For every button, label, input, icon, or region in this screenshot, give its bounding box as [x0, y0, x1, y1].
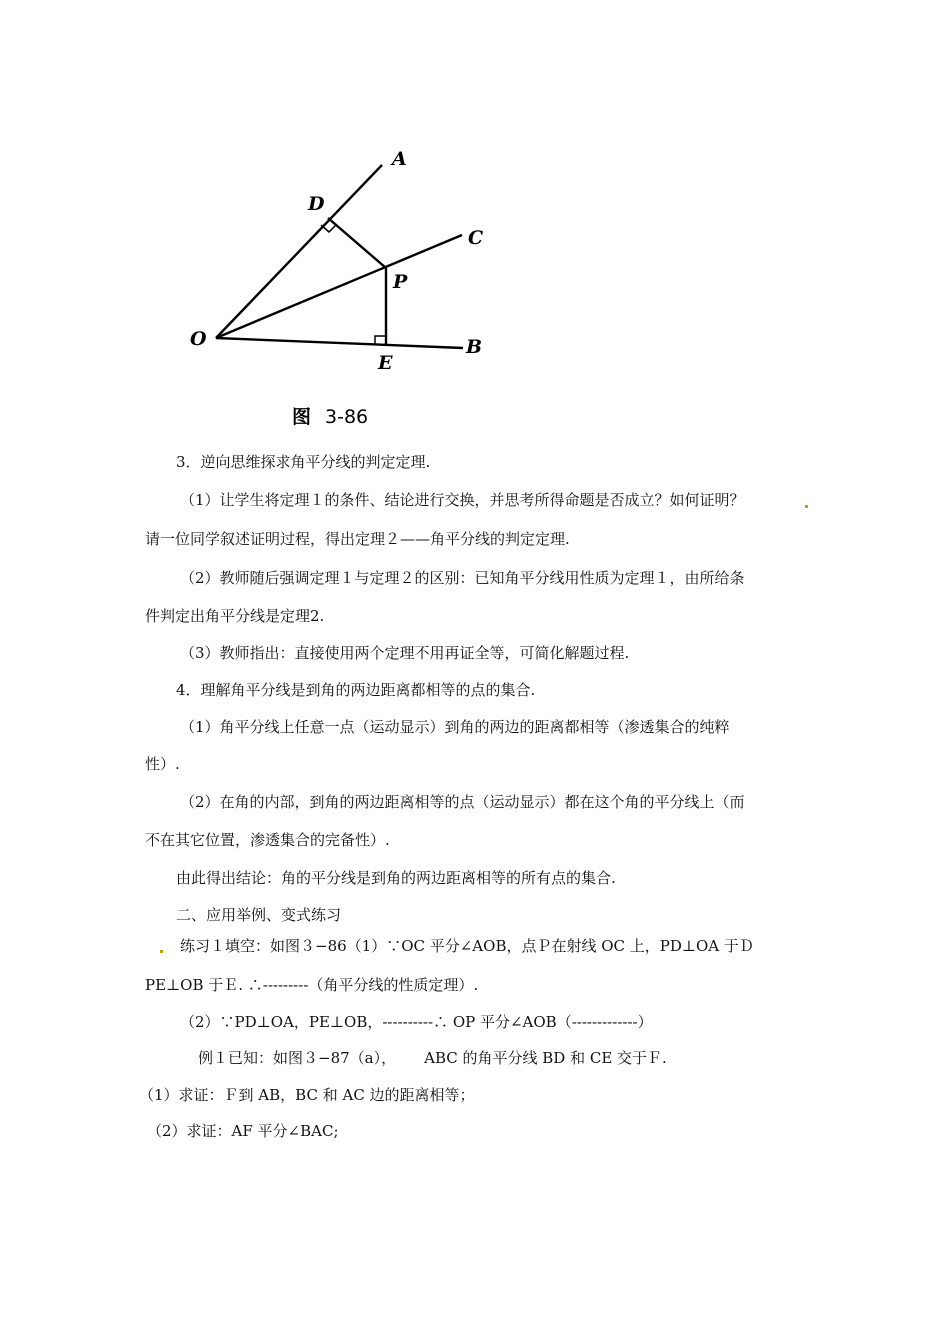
ray-OA: [216, 165, 382, 338]
example-1-proof-1: （1）求证：Ｆ到 AB，BC 和 AC 边的距离相等；: [139, 1086, 475, 1104]
label-O: O: [190, 328, 207, 350]
exercise-1-part-2: （2）∵PD⊥OA，PE⊥OB，----------∴ OP 平分∠AOB（-------------）: [180, 1013, 653, 1031]
section-two-heading: 二、应用举例、变式练习: [176, 906, 342, 924]
paragraph-2-line-2: 件判定出角平分线是定理2.: [145, 607, 325, 625]
example-1-prefix: 例１已知：如图３−87（a），: [198, 1049, 397, 1067]
section-3-heading: 3．逆向思维探求角平分线的判定定理.: [176, 453, 431, 471]
paragraph-2-line-1: （2）教师随后强调定理１与定理２的区别：已知角平分线用性质为定理１，由所给条: [180, 569, 745, 587]
angle-bisector-diagram: [180, 140, 520, 440]
example-1-statement: ABC 的角平分线 BD 和 CE 交于Ｆ.: [424, 1049, 667, 1067]
paragraph-4-line-2: 性）.: [145, 755, 180, 773]
marker-dot: [805, 505, 808, 508]
paragraph-1-line-1: （1）让学生将定理１的条件、结论进行交换，并思考所得命题是否成立？如何证明？: [180, 491, 745, 509]
exercise-1-line-2: PE⊥OB 于Ｅ. ∴---------（角平分线的性质定理）.: [145, 976, 479, 994]
geometry-figure: [180, 140, 520, 440]
paragraph-1-line-2: 请一位同学叙述证明过程，得出定理２——角平分线的判定定理.: [145, 530, 570, 548]
ray-OC: [216, 235, 462, 338]
label-A: A: [392, 148, 407, 170]
ray-OB: [216, 338, 463, 348]
example-1-proof-2: （2）求证：AF 平分∠BAC;: [147, 1122, 339, 1140]
example-1-line: [198, 1048, 667, 1068]
section-4-heading: 4．理解角平分线是到角的两边距离都相等的点的集合.: [176, 681, 536, 699]
label-P: P: [393, 271, 408, 293]
paragraph-3: （3）教师指出：直接使用两个定理不用再证全等，可简化解题过程.: [180, 644, 630, 662]
marker-dot: [160, 950, 163, 953]
figure-caption-number: 3-86: [325, 406, 369, 428]
exercise-1-line-1: 练习１填空：如图３−86（1）∵OC 平分∠AOB，点Ｐ在射线 OC 上，PD⊥OA 于Ｄ: [180, 937, 754, 955]
figure-caption-prefix: 图: [292, 406, 312, 428]
paragraph-5-line-1: （2）在角的内部，到角的两边距离相等的点（运动显示）都在这个角的平分线上（而: [180, 793, 745, 811]
segment-PD: [328, 218, 386, 268]
label-E: E: [378, 352, 393, 374]
label-D: D: [308, 193, 325, 215]
paragraph-4-line-1: （1）角平分线上任意一点（运动显示）到角的两边的距离都相等（渗透集合的纯粹: [180, 718, 730, 736]
paragraph-5-line-2: 不在其它位置，渗透集合的完备性）.: [145, 831, 390, 849]
conclusion-paragraph: 由此得出结论：角的平分线是到角的两边距离相等的所有点的集合.: [176, 869, 616, 887]
label-C: C: [468, 227, 484, 249]
label-B: B: [466, 336, 483, 358]
right-angle-mark-D: [321, 225, 336, 232]
